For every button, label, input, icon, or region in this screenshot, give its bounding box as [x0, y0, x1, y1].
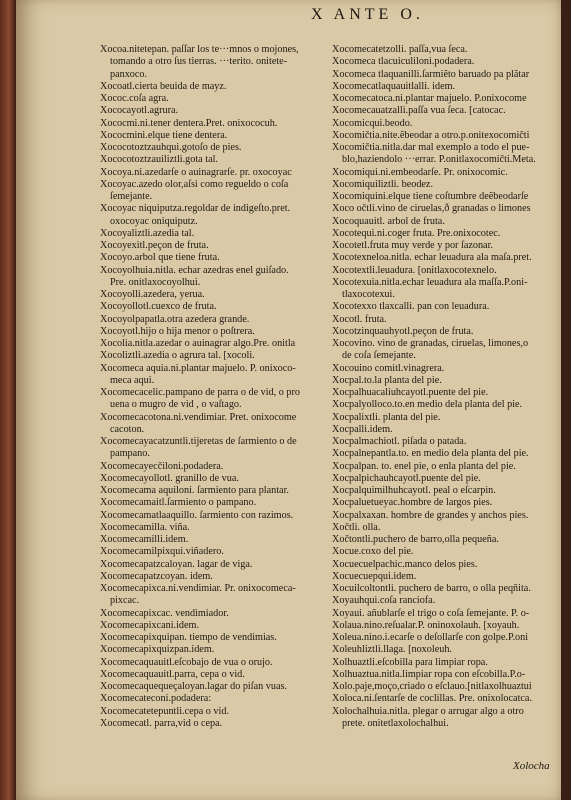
dictionary-entry-line: Xocpalpichauhcayotl.puente del pie.	[332, 472, 481, 484]
dictionary-entry-line: Xoyauhqui.coſa ranciofa.	[332, 595, 436, 607]
dictionary-entry-line: Xocomecamilpixqui.viñadero.	[100, 546, 224, 558]
dictionary-entry-line: Xocoyac.azedo olor,aſsi como regueldo o coſa	[100, 178, 289, 190]
dictionary-entry-line: Xocomecamilli.idem.	[100, 534, 189, 545]
dictionary-entry-line: Xocomecapixcani.idem.	[100, 619, 200, 631]
dictionary-entry-line: Xocomecatoca.ni.plantar majuelo. P.onixocome	[332, 93, 527, 104]
dictionary-entry-line: meca aqui.	[110, 374, 155, 386]
page-header	[16, 4, 561, 34]
dictionary-entry-line: Xocovino. vino de granadas, ciruelas, limones,o	[332, 338, 529, 349]
dictionary-entry-line: Xocoatl.cierta beuida de mayz.	[100, 80, 227, 92]
dictionary-entry-line: Xocomecaquauitl.parra, cepa o vid.	[100, 668, 245, 680]
dictionary-entry-line: tlaxocotexui.	[342, 289, 395, 300]
dictionary-entry-line: Xolochalhuia.nitla. plegar o arrugar algo a otro	[332, 705, 524, 717]
dictionary-entry-line: tomando a otro ſus tierras. ···terito. onitete-	[110, 56, 288, 68]
dictionary-entry-line: Xocomičtia.nite.ẽbeodar a otro.p.onitexocomičti	[332, 129, 530, 141]
dictionary-entry-line: Xocomeca tlacuiculiloni.podadera.	[332, 56, 475, 68]
dictionary-entry-line: Xocomecatlaquauitlalli. idem.	[332, 80, 456, 92]
dictionary-entry-line: Xolaua.nino.reſualar.P. oninoxolauh. [xoyauh.	[332, 619, 520, 631]
dictionary-entry-line: Xococotoztzauhqui.gotoſo de pies.	[100, 142, 242, 153]
dictionary-entry-line: Xoco očtli.vino de ciruelas,ð granadas o limones	[332, 203, 531, 215]
dictionary-entry-line: cacoton.	[110, 423, 145, 435]
dictionary-entry-line: Xocpal.to.la planta del pie.	[332, 374, 442, 386]
dictionary-entry-line: Xocoyexitl.peçon de fruta.	[100, 240, 209, 251]
dictionary-entry-line: Xocpaluetueyac.hombre de largos pies.	[332, 497, 493, 509]
dictionary-entry-line: Xocotexneloa.nitla. echar leuadura ala maſa.pret.	[332, 252, 532, 264]
dictionary-entry-line: blo,haziendolo ···errar. P.onitlaxocomičti.Meta.	[342, 154, 536, 166]
dictionary-entry-line: Xocpalpan. to. enel pie, o enla planta del pie.	[332, 460, 516, 472]
dictionary-entry-line: Xoleuhliztli.llaga. [noxoleuh.	[332, 644, 452, 656]
dictionary-entry-line: de coſa ſemejante.	[342, 350, 416, 362]
dictionary-entry-line: Xocomecaquauitl.eſcobajo de vua o orujo.	[100, 656, 273, 668]
dictionary-entry-line: Xocomecacotona.ni.vendimiar. Pret. onixocome	[100, 411, 297, 423]
dictionary-entry-line: Xocomecayollotl. granillo de vua.	[100, 472, 239, 484]
dictionary-entry-line: Xocotexuia.nitla.echar leuadura ala maſſa.P.oni-	[332, 276, 528, 288]
dictionary-entry-line: Xocomecapixquizpan.idem.	[100, 644, 215, 656]
dictionary-entry-line: Xoloca.ni.ſentarſe de coclillas. Pre. onixolocatca.	[332, 693, 532, 705]
dictionary-entry-line: Xocoyac niquiputza.regoldar de indigeſto.pret.	[100, 203, 291, 215]
dictionary-entry-line: Xoyaui. añublarſe el trigo o coſa ſemejante. P. o-	[332, 607, 530, 619]
dictionary-entry-line: Xocomecatetepuntli.cepa o vid.	[100, 705, 229, 717]
dictionary-entry-line: ſemejante.	[110, 191, 153, 202]
dictionary-entry-line: Xocoliztli.azedia o agrura tal. [xocoli.	[100, 350, 255, 362]
dictionary-entry-line: Xocomeca aquia.ni.plantar majuelo. P. onixoco-	[100, 362, 296, 374]
dictionary-entry-line: Xocouino comitl.vinagrera.	[332, 362, 445, 374]
dictionary-page	[16, 0, 561, 800]
dictionary-entry-line: Xocoyaliztli.azedia tal.	[100, 227, 195, 239]
dictionary-entry-line: Xocomeca tlaquanilli.ſarmiẽto baruado pa plãtar	[332, 68, 530, 80]
dictionary-entry-line: uena o mugro de vid , o vaſtago.	[110, 399, 242, 411]
dictionary-entry-line: Xocomecamaitl.ſarmiento o pampano.	[100, 497, 257, 509]
dictionary-entry-line: Xocomičtia.nitla.dar mal exemplo a todo el pue-	[332, 142, 530, 153]
dictionary-entry-line: Xočtontli.puchero de barro,olla pequeña.	[332, 534, 499, 545]
dictionary-entry-line: Xocotequi.ni.coger fruta. Pre.onixocotec.	[332, 227, 501, 239]
dictionary-entry-line: Xocomiquini.elque tiene coſtumbre deẽbeodarſe	[332, 191, 529, 202]
dictionary-entry-line: Xocolia.nitla.azedar o auinagrar algo.Pre. onitla	[100, 338, 296, 349]
dictionary-entry-line: Xocotl. fruta.	[332, 313, 387, 325]
dictionary-entry-line: Xolo.paje,moço,criado o eſclauo.[nitlaxolhuaztui	[332, 681, 532, 692]
dictionary-entry-line: Xocotetl.fruta muy verde y por ſazonar.	[332, 240, 493, 251]
dictionary-entry-line: Xocomecateconi.podadera:	[100, 693, 212, 705]
running-head: X ANTE O.	[311, 6, 424, 23]
dictionary-entry-line: Xocoyollotl.cuexco de fruta.	[100, 301, 217, 313]
dictionary-entry-line: Xococ.coſa agra.	[100, 93, 169, 104]
dictionary-entry-line: Xocomecapixquipan. tiempo de vendimias.	[100, 632, 277, 643]
dictionary-entry-line: Xocpalmachiotl. piſada o patada.	[332, 436, 467, 447]
dictionary-entry-line: Xocomecamatlaaquillo. ſarmiento con razimos.	[100, 509, 294, 521]
dictionary-entry-line: Xocomecayecčiloni.podadera.	[100, 460, 224, 472]
dictionary-entry-line: Xocotextli.leuadura. [onitlaxocotexnelo.	[332, 264, 497, 276]
dictionary-entry-line: Xocomecapixcac. vendimiador.	[100, 607, 229, 619]
catchword: Xolocha	[513, 760, 550, 772]
dictionary-entry-line: Xocoyo.arbol que tiene fruta.	[100, 252, 220, 264]
dictionary-entry-line: Xocomecapatzcaloyan. lagar de viga.	[100, 558, 253, 570]
dictionary-entry-line: Xocpalhuacaliuhcayotl.puente del pie.	[332, 387, 489, 398]
dictionary-entry-line: Xocomicqui.beodo.	[332, 117, 413, 129]
dictionary-entry-line: Xocomiquiliztli. beodez.	[332, 178, 433, 190]
dictionary-entry-line: Xolhuaztua.nitla.limpiar ropa con eſcobilla.P.o-	[332, 668, 526, 680]
dictionary-entry-line: panxoco.	[110, 68, 148, 80]
dictionary-entry-line: Xocpalnepantla.to. en medio dela planta del pie.	[332, 448, 529, 460]
dictionary-entry-line: Xocomecapatzcoyan. idem.	[100, 570, 213, 582]
dictionary-entry-line: Xocoa.nitetepan. paſſar los te···mnos o mojones,	[100, 44, 299, 55]
dictionary-entry-line: Xolhuaztli.eſcobilla para limpiar ropa.	[332, 656, 488, 668]
dictionary-entry-line: Xocpalixtli. planta del pie.	[332, 411, 441, 423]
dictionary-entry-line: Xocomecamilla. viña.	[100, 521, 190, 533]
dictionary-entry-line: Xocoyolli.azedera, yerua.	[100, 289, 205, 300]
dictionary-entry-line: Xococmi.ni.tener dentera.Pret. onixococuh.	[100, 117, 278, 129]
dictionary-entry-line: Xocomiqui.ni.embeodarſe. Pr. onixocomic.	[332, 166, 508, 178]
dictionary-entry-line: Xocomecama aquiloni. ſarmiento para plantar.	[100, 485, 289, 496]
dictionary-entry-line: pixcac.	[110, 595, 140, 607]
dictionary-entry-line: Xocomecapixca.ni.vendimiar. Pr. onixocomeca-	[100, 583, 296, 594]
left-column	[100, 44, 328, 730]
dictionary-entry-line: Xocpalquimilhuhcayotl. peal o eſcarpin.	[332, 485, 496, 496]
dictionary-entry-line: Xocomecatetzolli. paſſa,vua ſeca.	[332, 44, 468, 55]
dictionary-entry-line: Xocotexxo tlaxcalli. pan con leuadura.	[332, 301, 490, 313]
dictionary-entry-line: Xocoquauitl. arbol de fruta.	[332, 215, 445, 227]
right-column	[332, 44, 558, 730]
dictionary-entry-line: Xocomecatl. parra,vid o cepa.	[100, 717, 223, 729]
dictionary-entry-line: Xocuecuepqui.idem.	[332, 570, 417, 582]
dictionary-entry-line: Xocoyolhuia.nitla. echar azedras enel guiſado.	[100, 264, 289, 276]
dictionary-entry-line: Xocoyotl.hijo o hija menor o poſtrera.	[100, 325, 255, 337]
dictionary-entry-line: Xocoyolpapatla.otra azedera grande.	[100, 313, 250, 325]
dictionary-entry-line: Pre. onitlaxocoyolhui.	[110, 276, 201, 288]
dictionary-entry-line: Xoleua.nino.i.ecarſe o deſollarſe con golpe.P.oni	[332, 632, 529, 643]
dictionary-entry-line: Xocpalli.idem.	[332, 423, 393, 435]
dictionary-entry-line: Xocue.coxo del pie.	[332, 546, 414, 558]
dictionary-entry-line: Xocomecauatzalli.paſſa vua ſeca. [catocac.	[332, 105, 506, 117]
dictionary-entry-line: Xocpalxaxan. hombre de grandes y anchos pies.	[332, 509, 529, 521]
dictionary-entry-line: oxocoyac oniquiputz.	[110, 215, 198, 227]
dictionary-entry-line: Xococmini.elque tiene dentera.	[100, 129, 228, 141]
dictionary-entry-line: Xococayotl.agrura.	[100, 105, 179, 117]
dictionary-entry-line: Xocomecaquequeçaloyan.lagar do piſan vuas.	[100, 681, 287, 692]
dictionary-entry-line: Xocuilcoltontli. puchero de barro, o olla peqñita.	[332, 583, 531, 594]
dictionary-entry-line: Xococotoztzauiliztli.gota tal.	[100, 154, 218, 166]
book-binding	[0, 0, 16, 800]
dictionary-entry-line: prete. onitetlaxolochalhui.	[342, 717, 449, 729]
dictionary-entry-line: Xocuecuelpachic.manco delos pies.	[332, 558, 478, 570]
dictionary-entry-line: Xočtli. olla.	[332, 521, 381, 533]
dictionary-entry-line: Xocpalyolloco.to.en medio dela planta del pie.	[332, 399, 523, 411]
dictionary-entry-line: Xocomecayacatzuntli.tijeretas de ſarmiento o de	[100, 436, 297, 447]
dictionary-entry-line: Xocotzinquauhyotl.peçon de fruta.	[332, 325, 474, 337]
dictionary-entry-line: pampano.	[110, 448, 150, 460]
dictionary-entry-line: Xocomecacelic.pampano de parra o de vid, o pro	[100, 387, 300, 398]
dictionary-entry-line: Xocoya.ni.azedarſe o auinagrarſe. pr. oxocoyac	[100, 166, 292, 178]
